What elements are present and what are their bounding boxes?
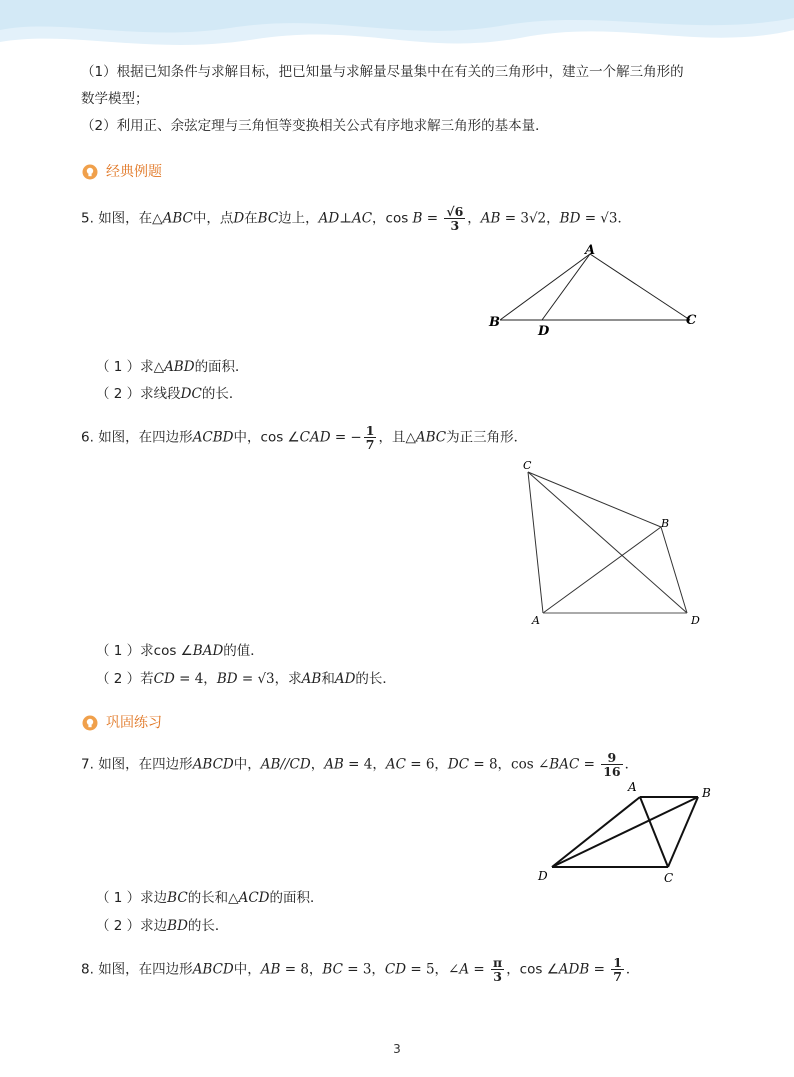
problem-6-figure (515, 455, 715, 630)
vertex-label-d: D (538, 869, 548, 883)
vertex-label-c: C (664, 871, 674, 885)
vertex-label-b: B (489, 315, 500, 330)
problem-number: 7. (81, 756, 94, 773)
vertex-label-a: A (532, 614, 540, 627)
problem-6-statement: 6. 如图，在四边形ACBD中，cos ∠CAD = − $\frac{1}{7}$ ，且△ABC为正三角形． (81, 423, 528, 452)
intro-line-2: （2）利用正、余弦定理与三角恒等变换相关公式有序地求解三角形的基本量． (81, 118, 549, 134)
page-number: 3 (393, 1042, 401, 1056)
lightbulb-icon (82, 715, 98, 731)
lightbulb-icon (82, 164, 98, 180)
problem-7-q1: （ 1 ）求边BC的长和△ACD的面积． (96, 890, 324, 906)
intro-line-1: （1）根据已知条件与求解目标，把已知量与求解量尽量集中在有关的三角形中，建立一个解三角形的 (81, 64, 684, 80)
header-wave-decoration (0, 0, 794, 58)
vertex-label-a: A (628, 780, 637, 794)
problem-7-statement: 7. 如图，在四边形ABCD中，AB//CD，AB = 4，AC = 6，DC = 8，cos ∠BAC = $\frac{9}{16}$ ． (81, 750, 639, 779)
problem-8-statement: 8. 如图，在四边形ABCD中，AB = 8，BC = 3，CD = 5，∠A = $\frac{\pi}{3}$ ，cos ∠ADB = $\frac{1}{7}$ ． (81, 955, 640, 984)
fraction: $\frac{√6}{3}$ (446, 204, 464, 233)
fraction: $\frac{9}{16}$ (603, 750, 621, 779)
section-title-practice: 巩固练习 (106, 715, 162, 731)
problem-6-q1: （ 1 ）求cos ∠BAD的值． (96, 643, 264, 659)
fraction: $\frac{1}{7}$ (613, 955, 622, 984)
problem-number: 6. (81, 429, 94, 446)
vertex-label-d: D (691, 614, 700, 627)
problem-5-q1: （ 1 ）求△ABD的面积． (96, 359, 249, 375)
problem-5-q2: （ 2 ）求线段DC的长． (96, 386, 243, 402)
section-title-examples: 经典例题 (106, 164, 162, 180)
problem-5-figure (480, 240, 710, 340)
problem-number: 5. (81, 210, 94, 227)
problem-7-figure (530, 778, 720, 888)
vertex-label-c: C (523, 459, 532, 472)
problem-7-q2: （ 2 ）求边BD的长． (96, 918, 229, 934)
fraction: $\frac{\pi}{3}$ (493, 955, 503, 984)
vertex-label-b: B (702, 786, 711, 800)
vertex-label-b: B (661, 517, 670, 530)
fraction: $\frac{1}{7}$ (365, 423, 375, 452)
vertex-label-d: D (538, 324, 550, 339)
problem-6-q2: （ 2 ）若CD = 4，BD = √3，求AB和AD的长． (96, 671, 396, 687)
problem-number: 8. (81, 961, 94, 978)
vertex-label-c: C (686, 313, 697, 328)
intro-line-1-cont: 数学模型； (81, 91, 149, 107)
vertex-label-a: A (585, 243, 596, 258)
problem-5-statement: 5. 如图，在△ABC中，点D在BC边上，AD⊥AC，cos B = $\frac{√6}{3}$ ，AB = 3√2，BD = √3． (81, 204, 631, 233)
